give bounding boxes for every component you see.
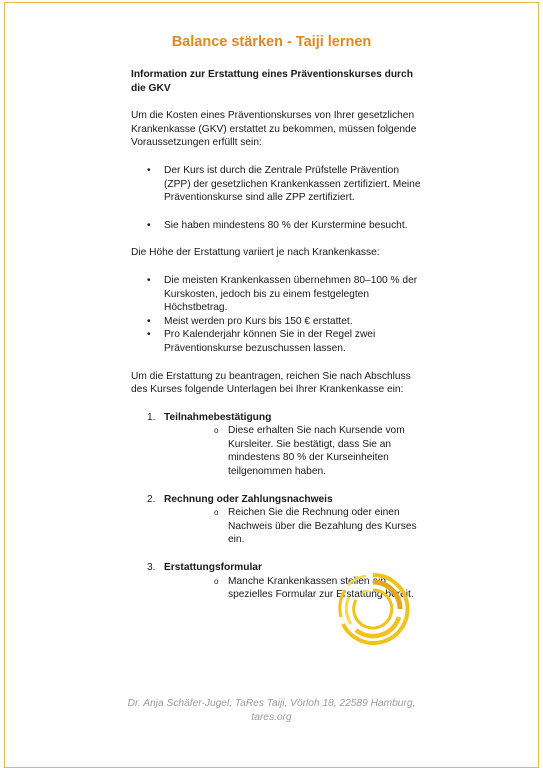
item-title: Erstattungsformular	[164, 562, 262, 574]
circle-bullet-icon: o	[214, 576, 219, 586]
item-number: 3.	[147, 562, 156, 574]
item-number: 1.	[147, 411, 156, 423]
footer-line: Dr. Anja Schäfer-Jugel, TaRes Taiji, Vörloh 18, 22589 Hamburg,	[127, 698, 416, 709]
list-item	[131, 493, 421, 547]
intro-paragraph: Um die Kosten eines Präventionskurses von Ihrer gesetzlichen Krankenkasse (GKV) erstattet zu bekommen, müssen folgende Voraussetzungen erfüllt sein:	[131, 110, 417, 149]
circle-bullet-icon: o	[214, 508, 219, 518]
footer-address	[0, 697, 543, 725]
list-item: • Pro Kalenderjahr können Sie in der Regel zwei Präventionskurse bezuschussen lassen.	[131, 328, 421, 355]
sub-item	[164, 424, 421, 478]
list-item: • Meist werden pro Kurs bis 150 € erstattet.	[131, 315, 421, 329]
item-number: 2.	[147, 493, 156, 505]
footer-website: tares.org	[251, 712, 292, 723]
amount-intro-paragraph: Die Höhe der Erstattung variiert je nach Krankenkasse:	[131, 247, 380, 259]
sub-item-text: Manche Krankenkassen stellen ein spezielles Formular zur Erstattung bereit.	[228, 575, 414, 601]
sub-item	[164, 506, 421, 547]
item-title: Rechnung oder Zahlungsnachweis	[164, 493, 333, 505]
document-body	[131, 68, 421, 616]
section-heading: Information zur Erstattung eines Präventionskurses durch die GKV	[131, 69, 413, 94]
procedure-intro-paragraph: Um die Erstattung zu beantragen, reichen Sie nach Abschluss des Kurses folgende Unterlagen bei Ihrer Krankenkasse ein:	[131, 370, 411, 396]
sub-item-text: Diese erhalten Sie nach Kursende vom Kursleiter. Sie bestätigt, dass Sie an mindestens 80 % der Kurseinheiten teilgenommen haben.	[228, 425, 405, 478]
requirements-list	[131, 164, 421, 232]
list-item: • Sie haben mindestens 80 % der Kurstermine besucht.	[131, 219, 421, 233]
amount-list	[131, 274, 421, 356]
list-item: • Die meisten Krankenkassen übernehmen 80–100 % der Kurskosten, jedoch bis zu einem festgelegten Höchstbetrag.	[131, 274, 421, 315]
sub-item-text: Reichen Sie die Rechnung oder einen Nachweis über die Bezahlung des Kurses ein.	[228, 507, 417, 546]
page-title: Balance stärken - Taiji lernen	[171, 34, 372, 50]
list-item	[131, 411, 421, 479]
list-item: • Der Kurs ist durch die Zentrale Prüfstelle Prävention (ZPP) der gesetzlichen Krankenkassen zertifiziert. Meine Präventionskurse sind alle ZPP zertifiziert.	[131, 164, 421, 205]
yellow-circle-logo-icon	[336, 572, 410, 646]
circle-bullet-icon: o	[214, 426, 219, 436]
item-title: Teilnahmebestätigung	[164, 411, 272, 423]
